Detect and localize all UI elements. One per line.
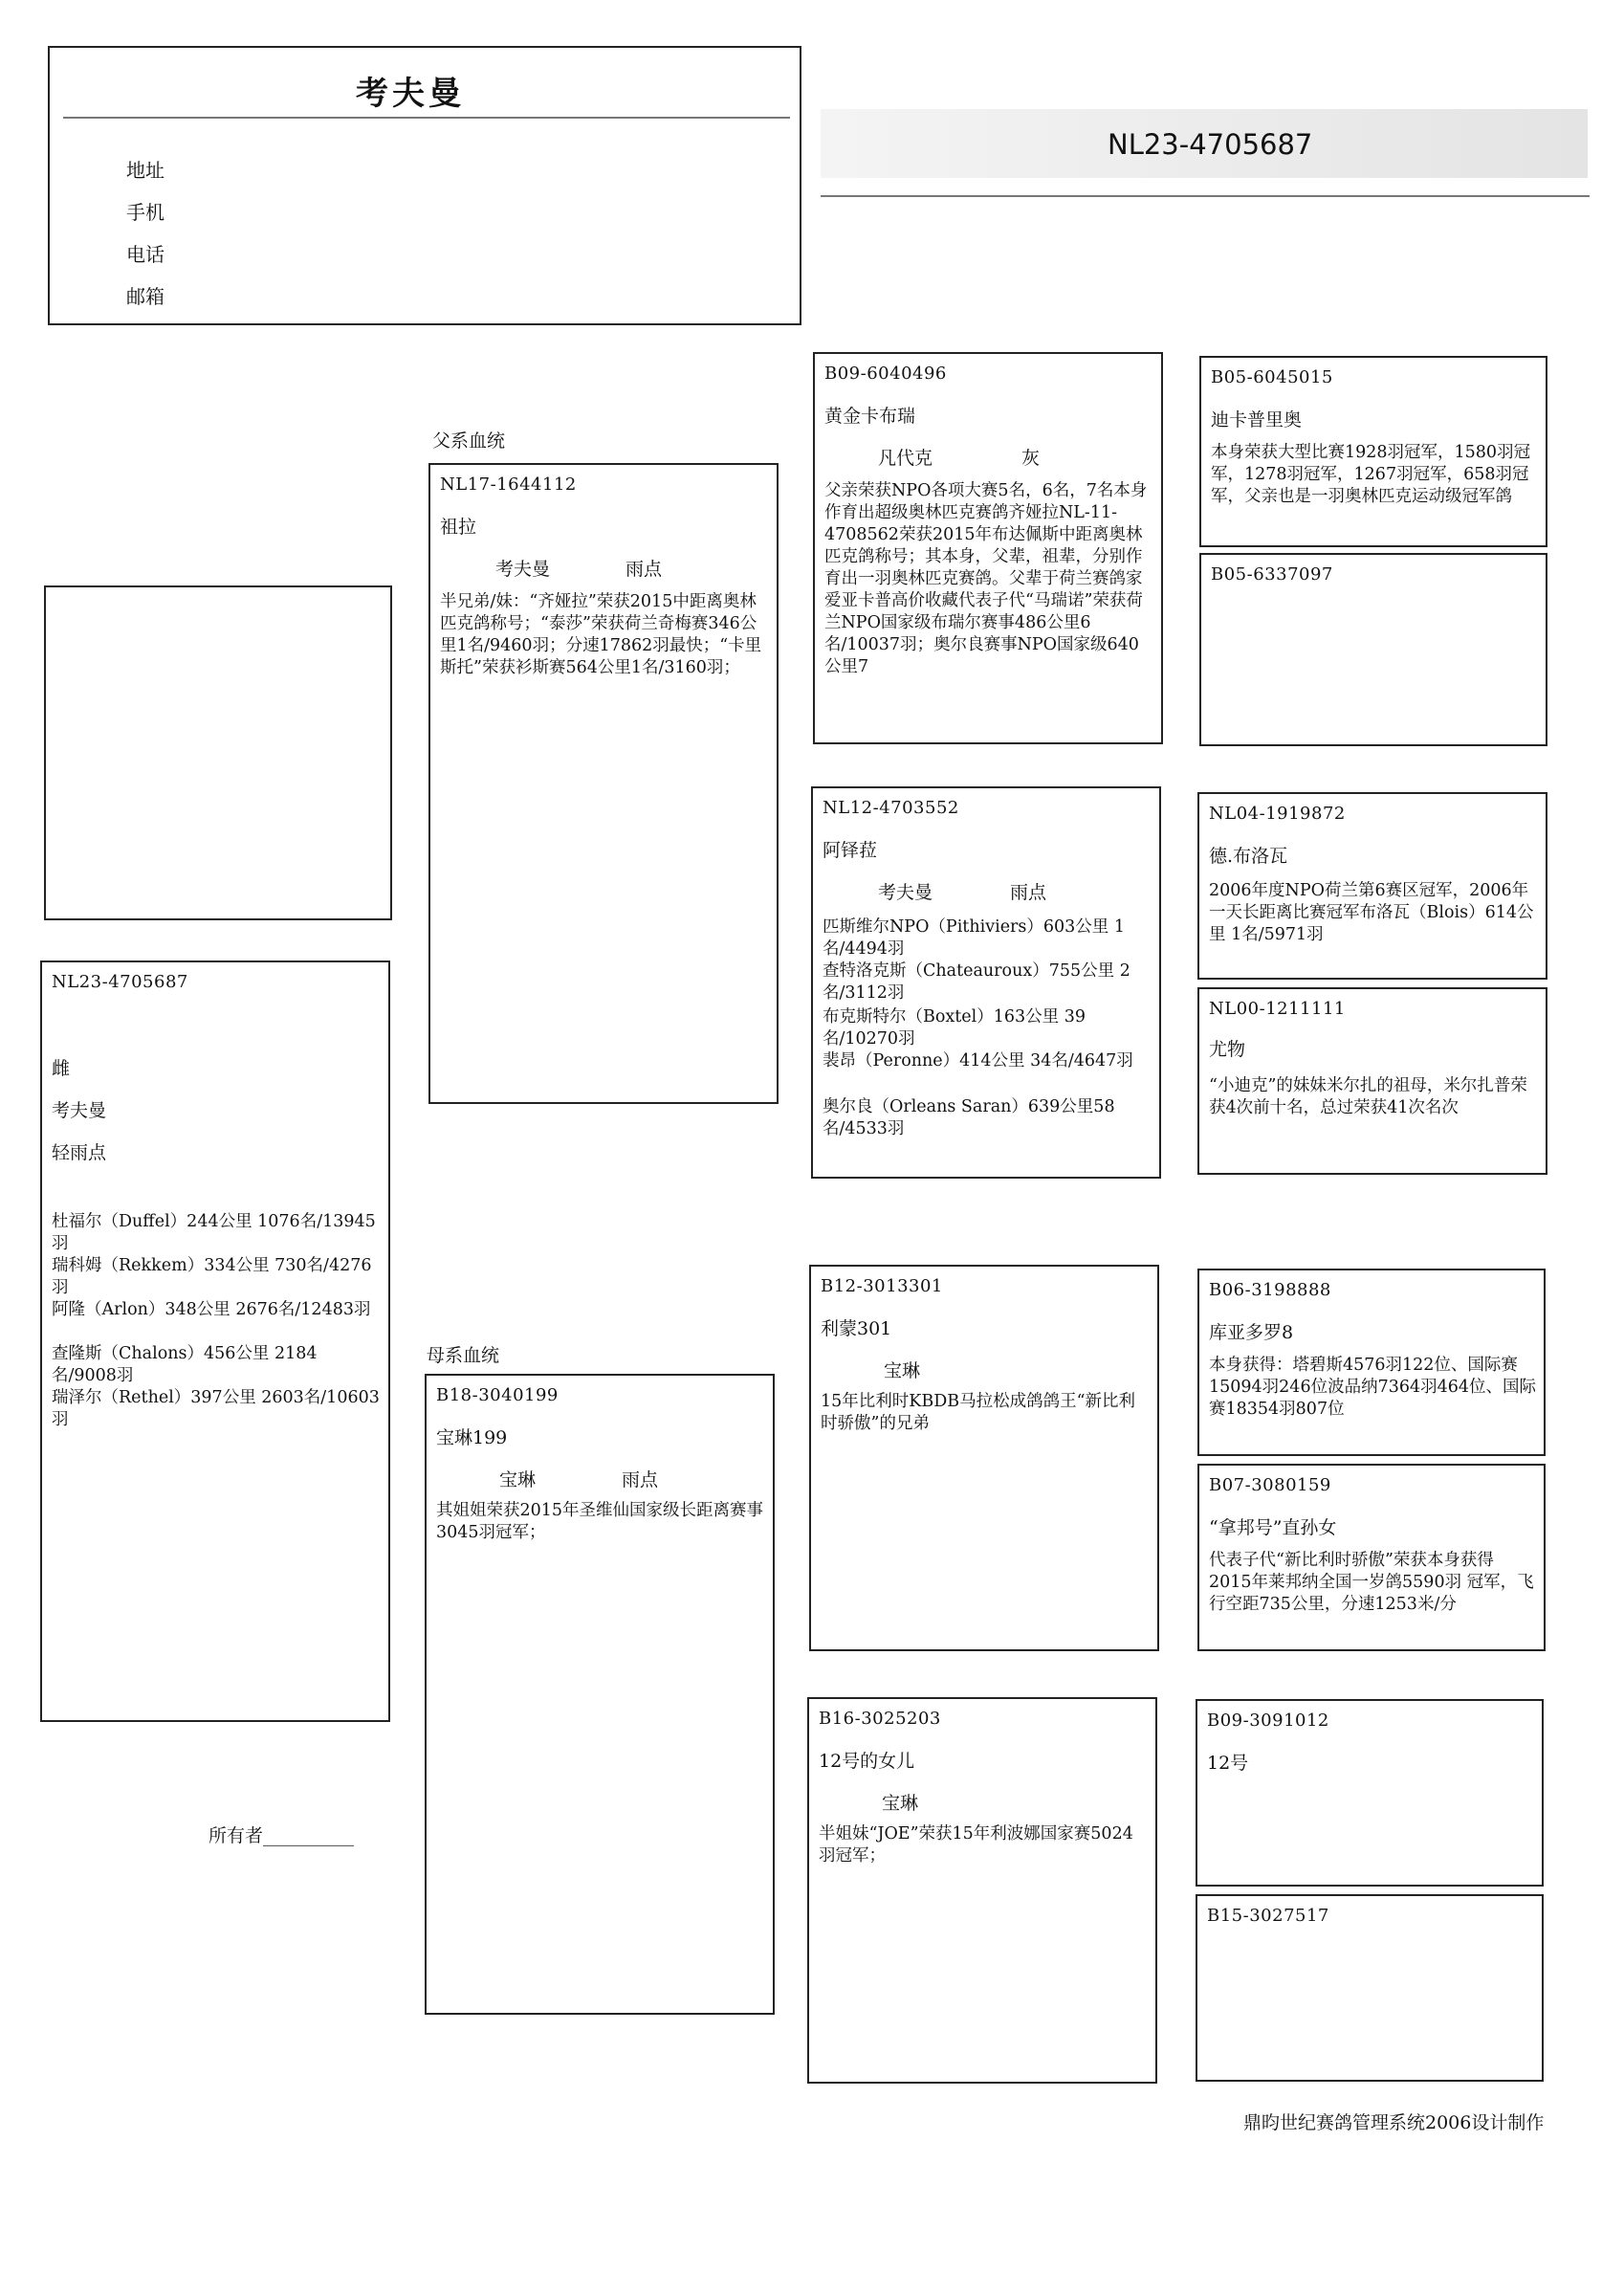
sdd-notes: “小迪克”的妹妹米尔扎的祖母，米尔扎普荣获4次前十名，总过荣获41次名次 (1209, 1076, 1527, 1117)
ss-notes: 父亲荣获NPO各项大赛5名，6名，7名本身作育出超级奥林匹克赛鸽齐娅拉NL-11-4708562荣获2015年布达佩斯中距离奥林匹克鸽称号；其本身，父辈，祖辈，分别作育出一羽奥林匹克赛鸽。父辈于荷兰赛鸽家爱亚卡普高价收藏代表子代“马瑞诺”荣获荷兰NPO国家级布瑞尔赛事486公里6名/10037羽；奥尔良赛事NPO国家级640公里7 (824, 481, 1148, 676)
ss-name: 黄金卡布瑞 (824, 406, 916, 427)
sds-box (1197, 792, 1547, 980)
dsd-notes: 代表子代“新比利时骄傲”荣获本身获得2015年莱邦纳全国一岁鸽5590羽 冠军，飞行空距735公里，分速1253米/分 (1209, 1551, 1534, 1614)
address-label: 地址 (126, 159, 165, 182)
ss-breeder: 凡代克 (878, 448, 933, 469)
main-bird-ring: NL23-4705687 (52, 972, 188, 992)
sire-sire-box (813, 352, 1163, 744)
sds-name: 德.布洛瓦 (1209, 846, 1288, 867)
footer-credit: 鼎昀世纪赛鸽管理系统2006设计制作 (1243, 2112, 1545, 2133)
dam-ring: B18-3040199 (436, 1385, 559, 1405)
sss-box (1199, 356, 1547, 547)
main-bird-result: 杜福尔（Duffel）244公里 1076名/13945羽 (52, 1212, 376, 1253)
dam-box (425, 1374, 775, 2015)
email-label: 邮箱 (126, 285, 165, 308)
dd-notes: 半姐妹“JOE”荣获15年利波娜国家赛5024羽冠军； (819, 1824, 1133, 1866)
main-bird-result: 瑞科姆（Rekkem）334公里 730名/4276羽 (52, 1256, 372, 1297)
sire-breeder: 考夫曼 (495, 559, 551, 580)
sd-result: 查特洛克斯（Chateauroux）755公里 2名/3112羽 (823, 961, 1130, 1003)
dds-name: 12号 (1207, 1753, 1249, 1774)
dsd-box (1197, 1464, 1546, 1651)
ds-breeder: 宝琳 (884, 1360, 921, 1381)
ss-ring: B09-6040496 (824, 364, 947, 384)
ss-color: 灰 (1021, 448, 1041, 469)
sdd-box (1197, 987, 1547, 1175)
sd-breeder: 考夫曼 (878, 882, 933, 903)
sire-notes: 半兄弟/妹：“齐娅拉”荣获2015中距离奥林匹克鸽称号；“泰莎”荣获荷兰奇梅赛346公里1名/9460羽；分速17862羽最快；“卡里斯托”荣获衫斯赛564公里1名/3160羽； (440, 592, 762, 677)
main-bird-box (40, 960, 390, 1722)
dam-dam-box (807, 1697, 1157, 2084)
dss-notes: 本身获得：塔碧斯4576羽122位、国际赛15094羽246位波品纳7364羽464位、国际赛18354羽807位 (1209, 1356, 1537, 1419)
sire-box (428, 463, 779, 1104)
dds-ring: B09-3091012 (1207, 1711, 1329, 1731)
phone-label: 电话 (126, 243, 165, 266)
dam-line-label: 母系血统 (427, 1345, 500, 1366)
main-bird-sex: 雌 (52, 1058, 71, 1079)
dam-color: 雨点 (622, 1469, 659, 1490)
dam-breeder: 宝琳 (499, 1469, 537, 1490)
main-bird-result: 查隆斯（Chalons）456公里 2184名/9008羽 (52, 1344, 318, 1385)
sire-color: 雨点 (625, 559, 663, 580)
main-bird-result: 阿隆（Arlon）348公里 2676名/12483羽 (52, 1300, 371, 1319)
ring-header: NL23-4705687 (1108, 128, 1313, 161)
dd-ring: B16-3025203 (819, 1709, 941, 1729)
sire-ring: NL17-1644112 (440, 475, 577, 495)
sss-notes: 本身荣获大型比赛1928羽冠军，1580羽冠军，1278羽冠军，1267羽冠军，658羽冠军，父亲也是一羽奥林匹克运动级冠军鸽 (1211, 443, 1531, 506)
sd-ring: NL12-4703552 (823, 798, 959, 818)
main-bird-breeder: 考夫曼 (52, 1100, 107, 1121)
dam-sire-box (809, 1265, 1159, 1651)
sd-result: 奥尔良（Orleans Saran）639公里58名/4533羽 (823, 1097, 1115, 1138)
sire-name: 祖拉 (440, 517, 477, 538)
sd-result: 裴昂（Peronne）414公里 34名/4647羽 (823, 1051, 1133, 1071)
dss-ring: B06-3198888 (1209, 1280, 1331, 1300)
sire-line-label: 父系血统 (432, 430, 506, 452)
mobile-label: 手机 (126, 201, 165, 224)
ds-notes: 15年比利时KBDB马拉松成鸽鸽王“新比利时骄傲”的兄弟 (821, 1392, 1136, 1433)
sds-notes: 2006年度NPO荷兰第6赛区冠军，2006年一天长距离比赛冠军布洛瓦（Blois）614公里 1名/5971羽 (1209, 881, 1534, 944)
owner-box (48, 46, 801, 325)
sdd-ring: NL00-1211111 (1209, 999, 1346, 1019)
sds-ring: NL04-1919872 (1209, 804, 1346, 824)
ds-name: 利蒙301 (821, 1318, 892, 1339)
dd-breeder: 宝琳 (882, 1793, 919, 1814)
dss-name: 库亚多罗8 (1209, 1322, 1294, 1343)
sd-result: 布克斯特尔（Boxtel）163公里 39名/10270羽 (823, 1007, 1086, 1049)
ssd-ring: B05-6337097 (1211, 564, 1333, 585)
ring-header-underline (821, 195, 1590, 197)
photo-frame (44, 585, 392, 920)
dss-box (1197, 1269, 1546, 1456)
sss-ring: B05-6045015 (1211, 367, 1333, 387)
owner-name: 考夫曼 (356, 75, 465, 113)
sd-color: 雨点 (1010, 882, 1047, 903)
sss-name: 迪卡普里奥 (1211, 409, 1303, 430)
ssd-box (1199, 553, 1547, 746)
sd-name: 阿铎菈 (823, 840, 878, 861)
sd-result: 匹斯维尔NPO（Pithiviers）603公里 1名/4494羽 (823, 917, 1125, 959)
sire-dam-box (811, 786, 1161, 1179)
owner-divider (63, 117, 790, 119)
dds-box (1196, 1699, 1544, 1887)
owner-signature: 所有者__________ (208, 1825, 355, 1846)
dam-name: 宝琳199 (436, 1427, 508, 1448)
ddd-ring: B15-3027517 (1207, 1906, 1329, 1926)
dsd-name: “拿邦号”直孙女 (1209, 1517, 1337, 1538)
dam-notes: 其姐姐荣获2015年圣维仙国家级长距离赛事3045羽冠军； (436, 1501, 764, 1542)
dsd-ring: B07-3080159 (1209, 1475, 1331, 1495)
dd-name: 12号的女儿 (819, 1751, 915, 1772)
ddd-box (1196, 1894, 1544, 2082)
main-bird-result: 瑞泽尔（Rethel）397公里 2603名/10603羽 (52, 1388, 380, 1429)
ds-ring: B12-3013301 (821, 1276, 943, 1296)
main-bird-color: 轻雨点 (52, 1142, 107, 1163)
sdd-name: 尤物 (1209, 1039, 1246, 1060)
